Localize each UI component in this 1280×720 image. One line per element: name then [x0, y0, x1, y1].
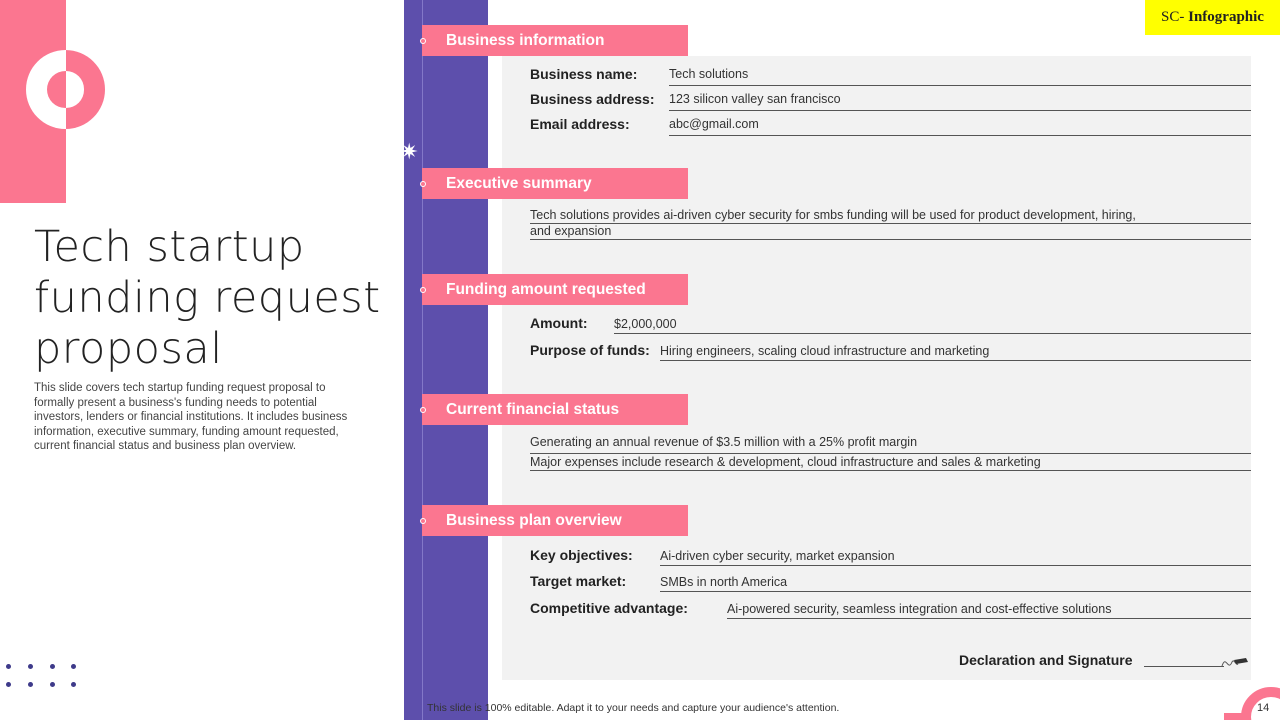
page-number: 14 [1257, 702, 1270, 714]
underline [530, 453, 1251, 454]
bullet-icon [420, 181, 426, 187]
key-objectives-label: Key objectives: [530, 547, 633, 563]
underline [669, 135, 1251, 136]
section-header-funding: Funding amount requested [422, 274, 688, 305]
business-name-label: Business name: [530, 66, 638, 82]
underline [614, 333, 1251, 334]
signature-line [1144, 666, 1224, 667]
dots-decor [4, 662, 84, 692]
purpose-label: Purpose of funds: [530, 342, 650, 358]
purple-band [404, 0, 488, 720]
bullet-icon [420, 518, 426, 524]
underline [669, 85, 1251, 86]
section-header-business-info: Business information [422, 25, 688, 56]
bullet-icon [420, 38, 426, 44]
section-header-business-plan: Business plan overview [422, 505, 688, 536]
competitive-advantage-value: Ai-powered security, seamless integration and cost-effective solutions [727, 602, 1112, 616]
underline [660, 591, 1251, 592]
sparkle-icon: ✷ [400, 139, 419, 164]
financial-status-line-1: Generating an annual revenue of $3.5 million with a 25% profit margin [530, 435, 918, 449]
signature-pen-icon [1218, 650, 1250, 672]
declaration-label: Declaration and Signature [959, 652, 1133, 668]
business-name-value: Tech solutions [669, 67, 749, 81]
key-objectives-value: Ai-driven cyber security, market expansion [660, 549, 895, 563]
target-market-label: Target market: [530, 573, 627, 589]
amount-label: Amount: [530, 315, 588, 331]
purpose-value: Hiring engineers, scaling cloud infrastructure and marketing [660, 344, 990, 358]
email-label: Email address: [530, 116, 630, 132]
business-address-value: 123 silicon valley san francisco [669, 92, 841, 106]
underline [660, 565, 1251, 566]
executive-summary-line-2: and expansion [530, 224, 612, 238]
underline [669, 110, 1251, 111]
underline [530, 239, 1251, 240]
slide-title: Tech startup funding request proposal [34, 222, 381, 374]
section-header-executive-summary: Executive summary [422, 168, 688, 199]
amount-value: $2,000,000 [614, 317, 677, 331]
underline [727, 618, 1251, 619]
financial-status-line-2: Major expenses include research & development, cloud infrastructure and sales & marketing [530, 455, 1041, 469]
business-address-label: Business address: [530, 91, 655, 107]
underline [530, 223, 1251, 224]
underline [660, 360, 1251, 361]
competitive-advantage-label: Competitive advantage: [530, 600, 688, 616]
bullet-icon [420, 407, 426, 413]
section-header-financial-status: Current financial status [422, 394, 688, 425]
email-value: abc@gmail.com [669, 117, 759, 131]
category-tag: SC- Infographic [1145, 0, 1280, 35]
purple-divider-line [422, 0, 423, 720]
executive-summary-line-1: Tech solutions provides ai-driven cyber security for smbs funding will be used for product development, hiring, [530, 208, 1136, 222]
target-market-value: SMBs in north America [660, 575, 788, 589]
slide-description: This slide covers tech startup funding request proposal to formally present a business's funding needs to potential investors, lenders or financial institutions. It includes business information, executive summary, funding amount requested, current financial status and business plan overview. [34, 382, 348, 452]
footer-note: This slide is 100% editable. Adapt it to your needs and capture your audience's attention. [427, 702, 840, 714]
bullet-icon [420, 287, 426, 293]
underline [530, 470, 1251, 471]
